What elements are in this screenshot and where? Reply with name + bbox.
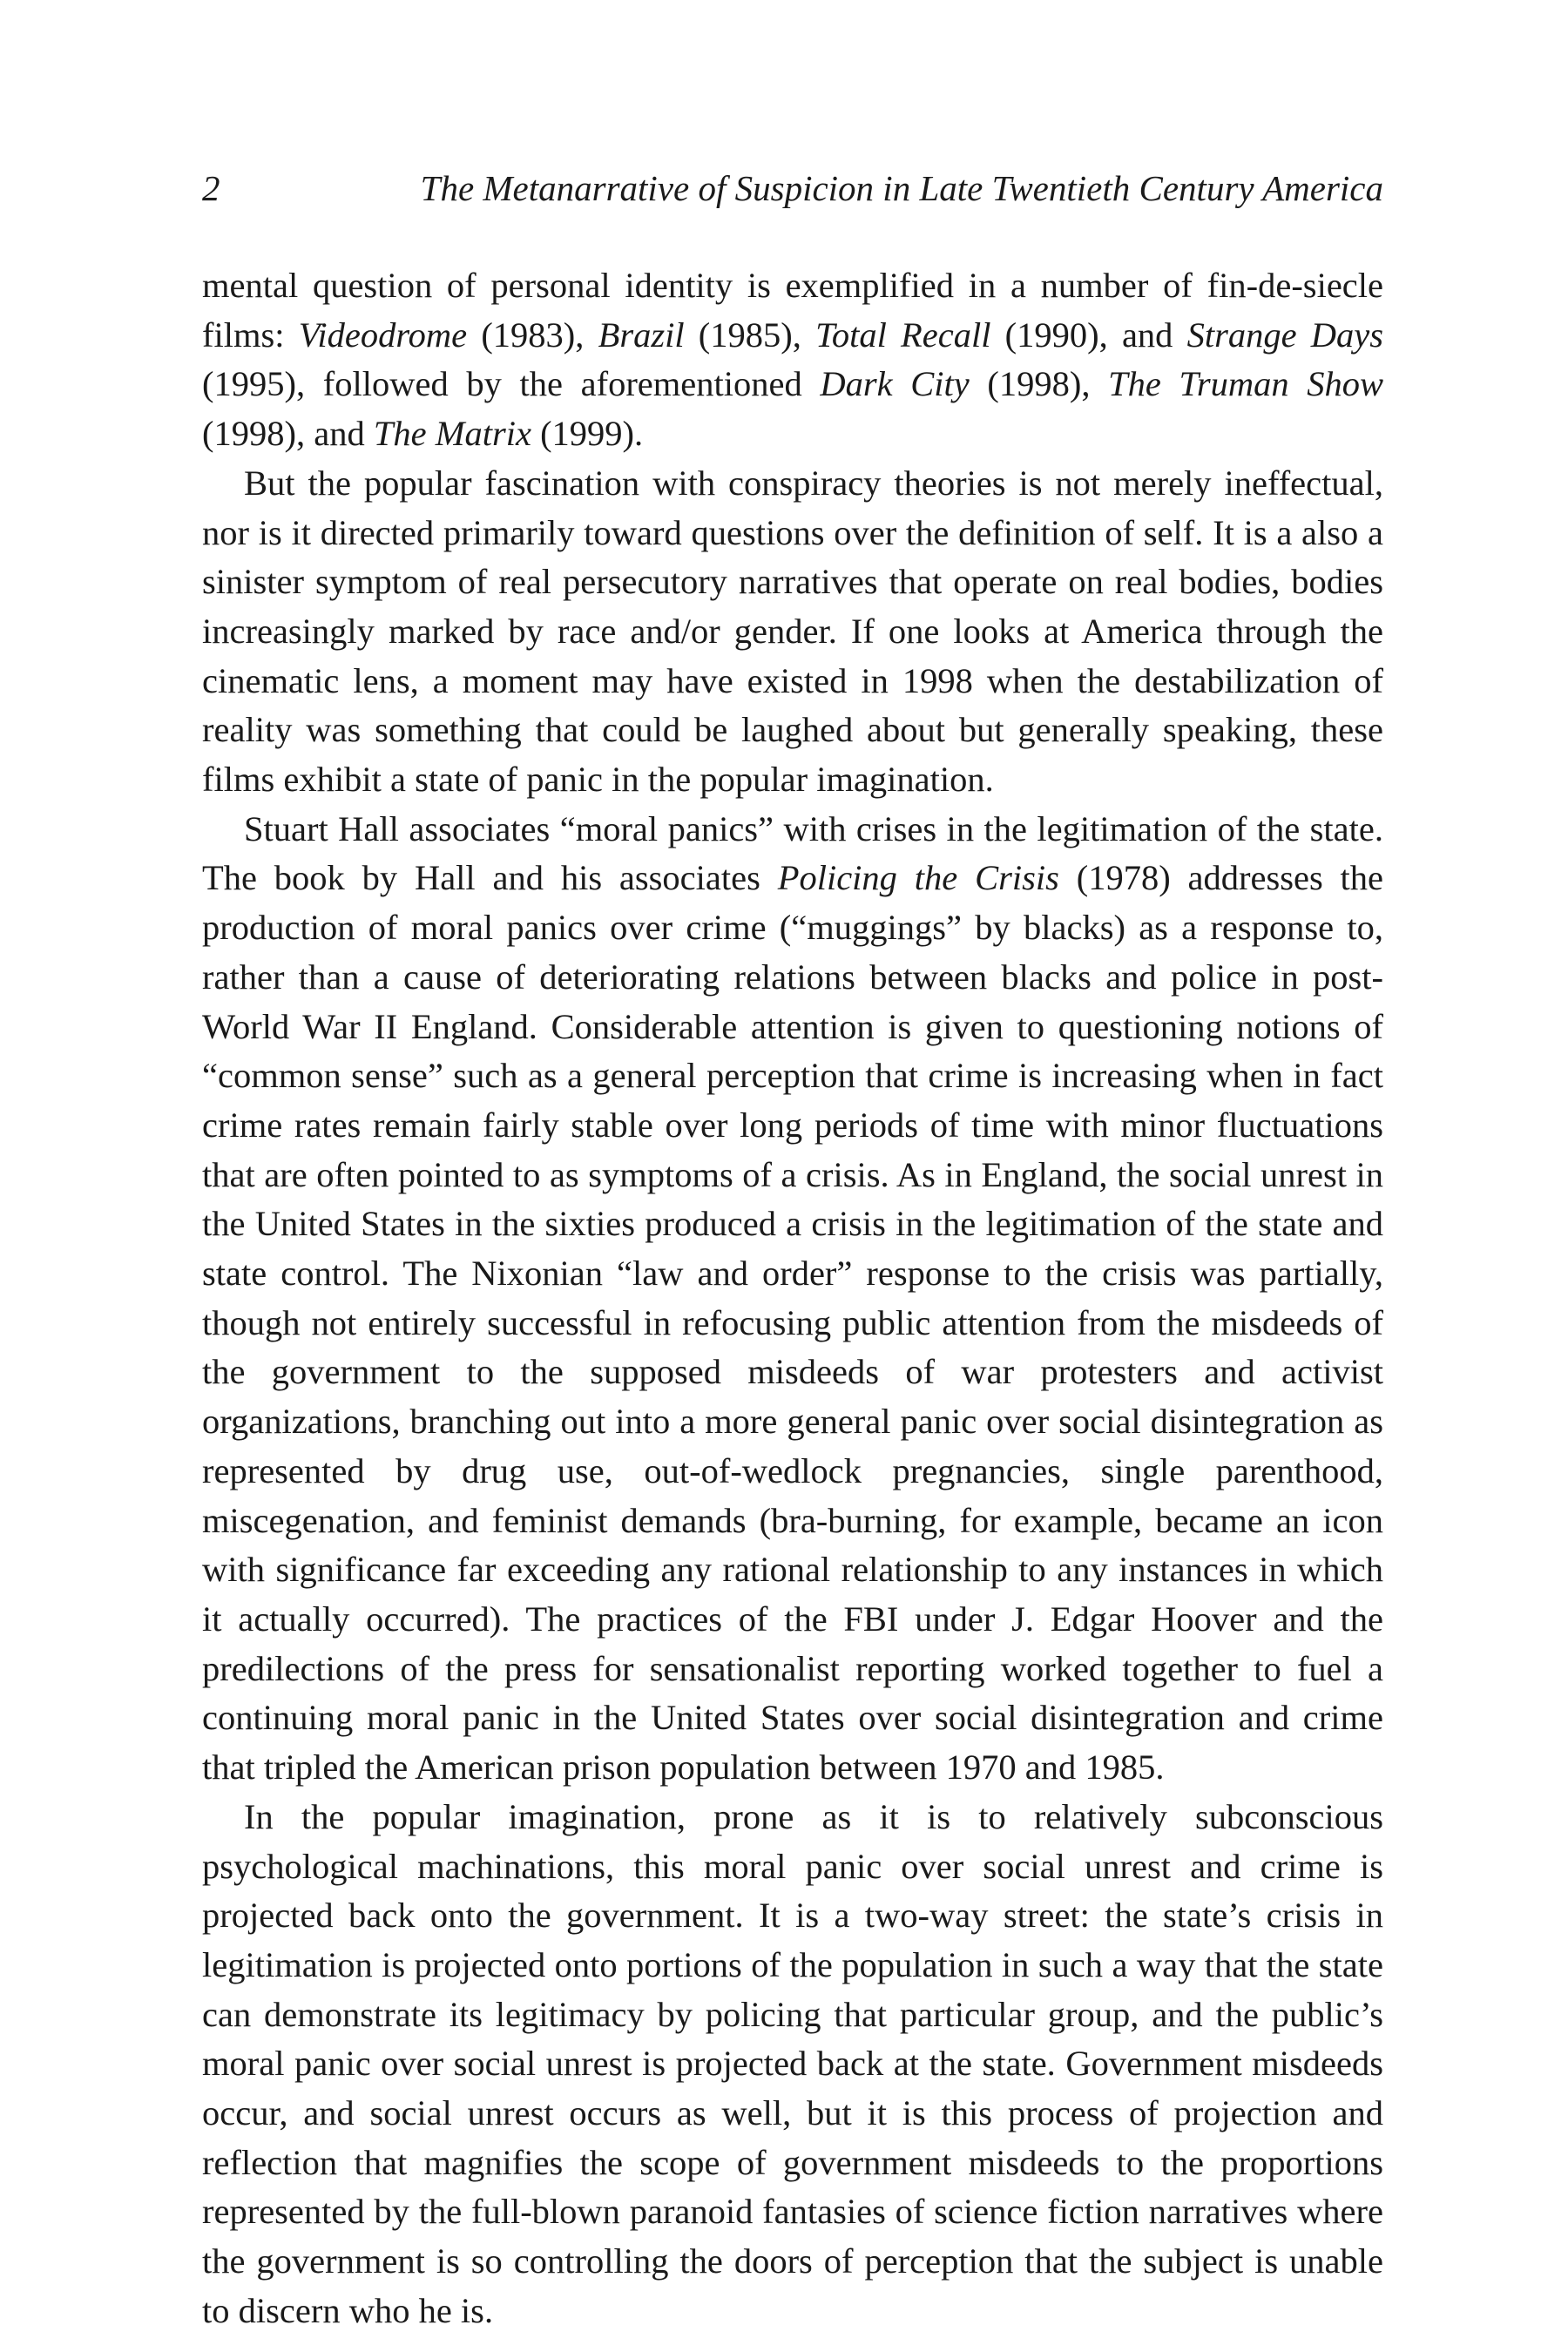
text-run: (1998), xyxy=(969,364,1109,404)
paragraph-1 xyxy=(202,261,1383,459)
text-run: But the popular fascination with conspiracy theories is not merely ineffectual, nor is it directed primarily toward questions over the definition of self. It is a also a sinister symptom of real persecutory narratives that operate on real bodies, bodies increasingly marked by race and/or gender. If one looks at America through the cinematic lens, a moment may have existed in 1998 when the destabilization of reality was something that could be laughed about but generally speaking, these films exhibit a state of panic in the popular imagination. xyxy=(202,463,1383,800)
paragraph-2 xyxy=(202,459,1383,805)
film-title: Strange Days xyxy=(1186,314,1383,355)
text-run: (1999). xyxy=(531,414,644,454)
text-run: Stuart Hall associates “moral panics” with crises in the legitimation of the state. The book by Hall and his associates xyxy=(202,808,1383,898)
body-text xyxy=(202,261,1383,2336)
text-run: (1998), and xyxy=(202,414,374,454)
film-title: Videodrome xyxy=(298,314,468,355)
film-title: The Truman Show xyxy=(1108,364,1383,404)
film-title: Dark City xyxy=(820,364,970,404)
film-title: Brazil xyxy=(598,314,685,355)
text-run: (1995), followed by the aforementioned xyxy=(202,364,821,404)
text-run: mental question of personal identity is exemplified in a number of fin-de-siecle films: xyxy=(202,266,1383,355)
paragraph-3 xyxy=(202,805,1383,1793)
book-title: Policing the Crisis xyxy=(777,858,1059,898)
film-title: The Matrix xyxy=(373,414,531,454)
text-run: In the popular imagination, prone as it is to relatively subconscious psychological machinations, this moral panic over social unrest and crime is projected back onto the government. It is a two-way street: the state’s crisis in legitimation is projected onto portions of the population in such a way that the state can demonstrate its legitimacy by policing that particular group, and the public’s moral panic over social unrest is projected back at the state. Government misdeeds occur, and social unrest occurs as well, but it is this process of projection and reflection that magnifies the scope of government misdeeds to the proportions represented by the full-blown paranoid fantasies of science fiction narratives where the government is so controlling the doors of perception that the subject is unable to discern who he is. xyxy=(202,1796,1383,2330)
text-run: (1985), xyxy=(684,314,816,355)
film-title: Total Recall xyxy=(815,314,991,355)
running-title: The Metanarrative of Suspicion in Late Twentieth Century America xyxy=(420,168,1383,208)
text-run: (1990), and xyxy=(990,314,1187,355)
text-run: (1983), xyxy=(467,314,598,355)
running-head xyxy=(202,162,1383,214)
page-number: 2 xyxy=(202,168,220,208)
text-run: (1978) addresses the production of moral panics over crime (“muggings” by blacks) as a response to, rather than a cause of deteriorating relations between blacks and police in post-World War II England. Considerable attention is given to questioning notions of “common sense” such as a general perception that crime is increasing when in fact crime rates remain fairly stable over long periods of time with minor fluctuations that are often pointed to as symptoms of a crisis. As in England, the social unrest in the United States in the sixties produced a crisis in the legitimation of the state and state control. The Nixonian “law and order” response to the crisis was partially, though not entirely successful in refocusing public attention from the misdeeds of the government to the supposed misdeeds of war protesters and activist organizations, branching out into a more general panic over social disintegration as represented by drug use, out-of-wedlock pregnancies, single parenthood, miscegenation, and feminist demands (bra-burning, for example, became an icon with significance far exceeding any rational relationship to any instances in which it actually occurred). The practices of the FBI under J. Edgar Hoover and the predilections of the press for sensationalist reporting worked together to fuel a continuing moral panic in the United States over social disintegration and crime that tripled the American prison population between 1970 and 1985. xyxy=(202,858,1384,1788)
paragraph-4 xyxy=(202,1793,1383,2336)
